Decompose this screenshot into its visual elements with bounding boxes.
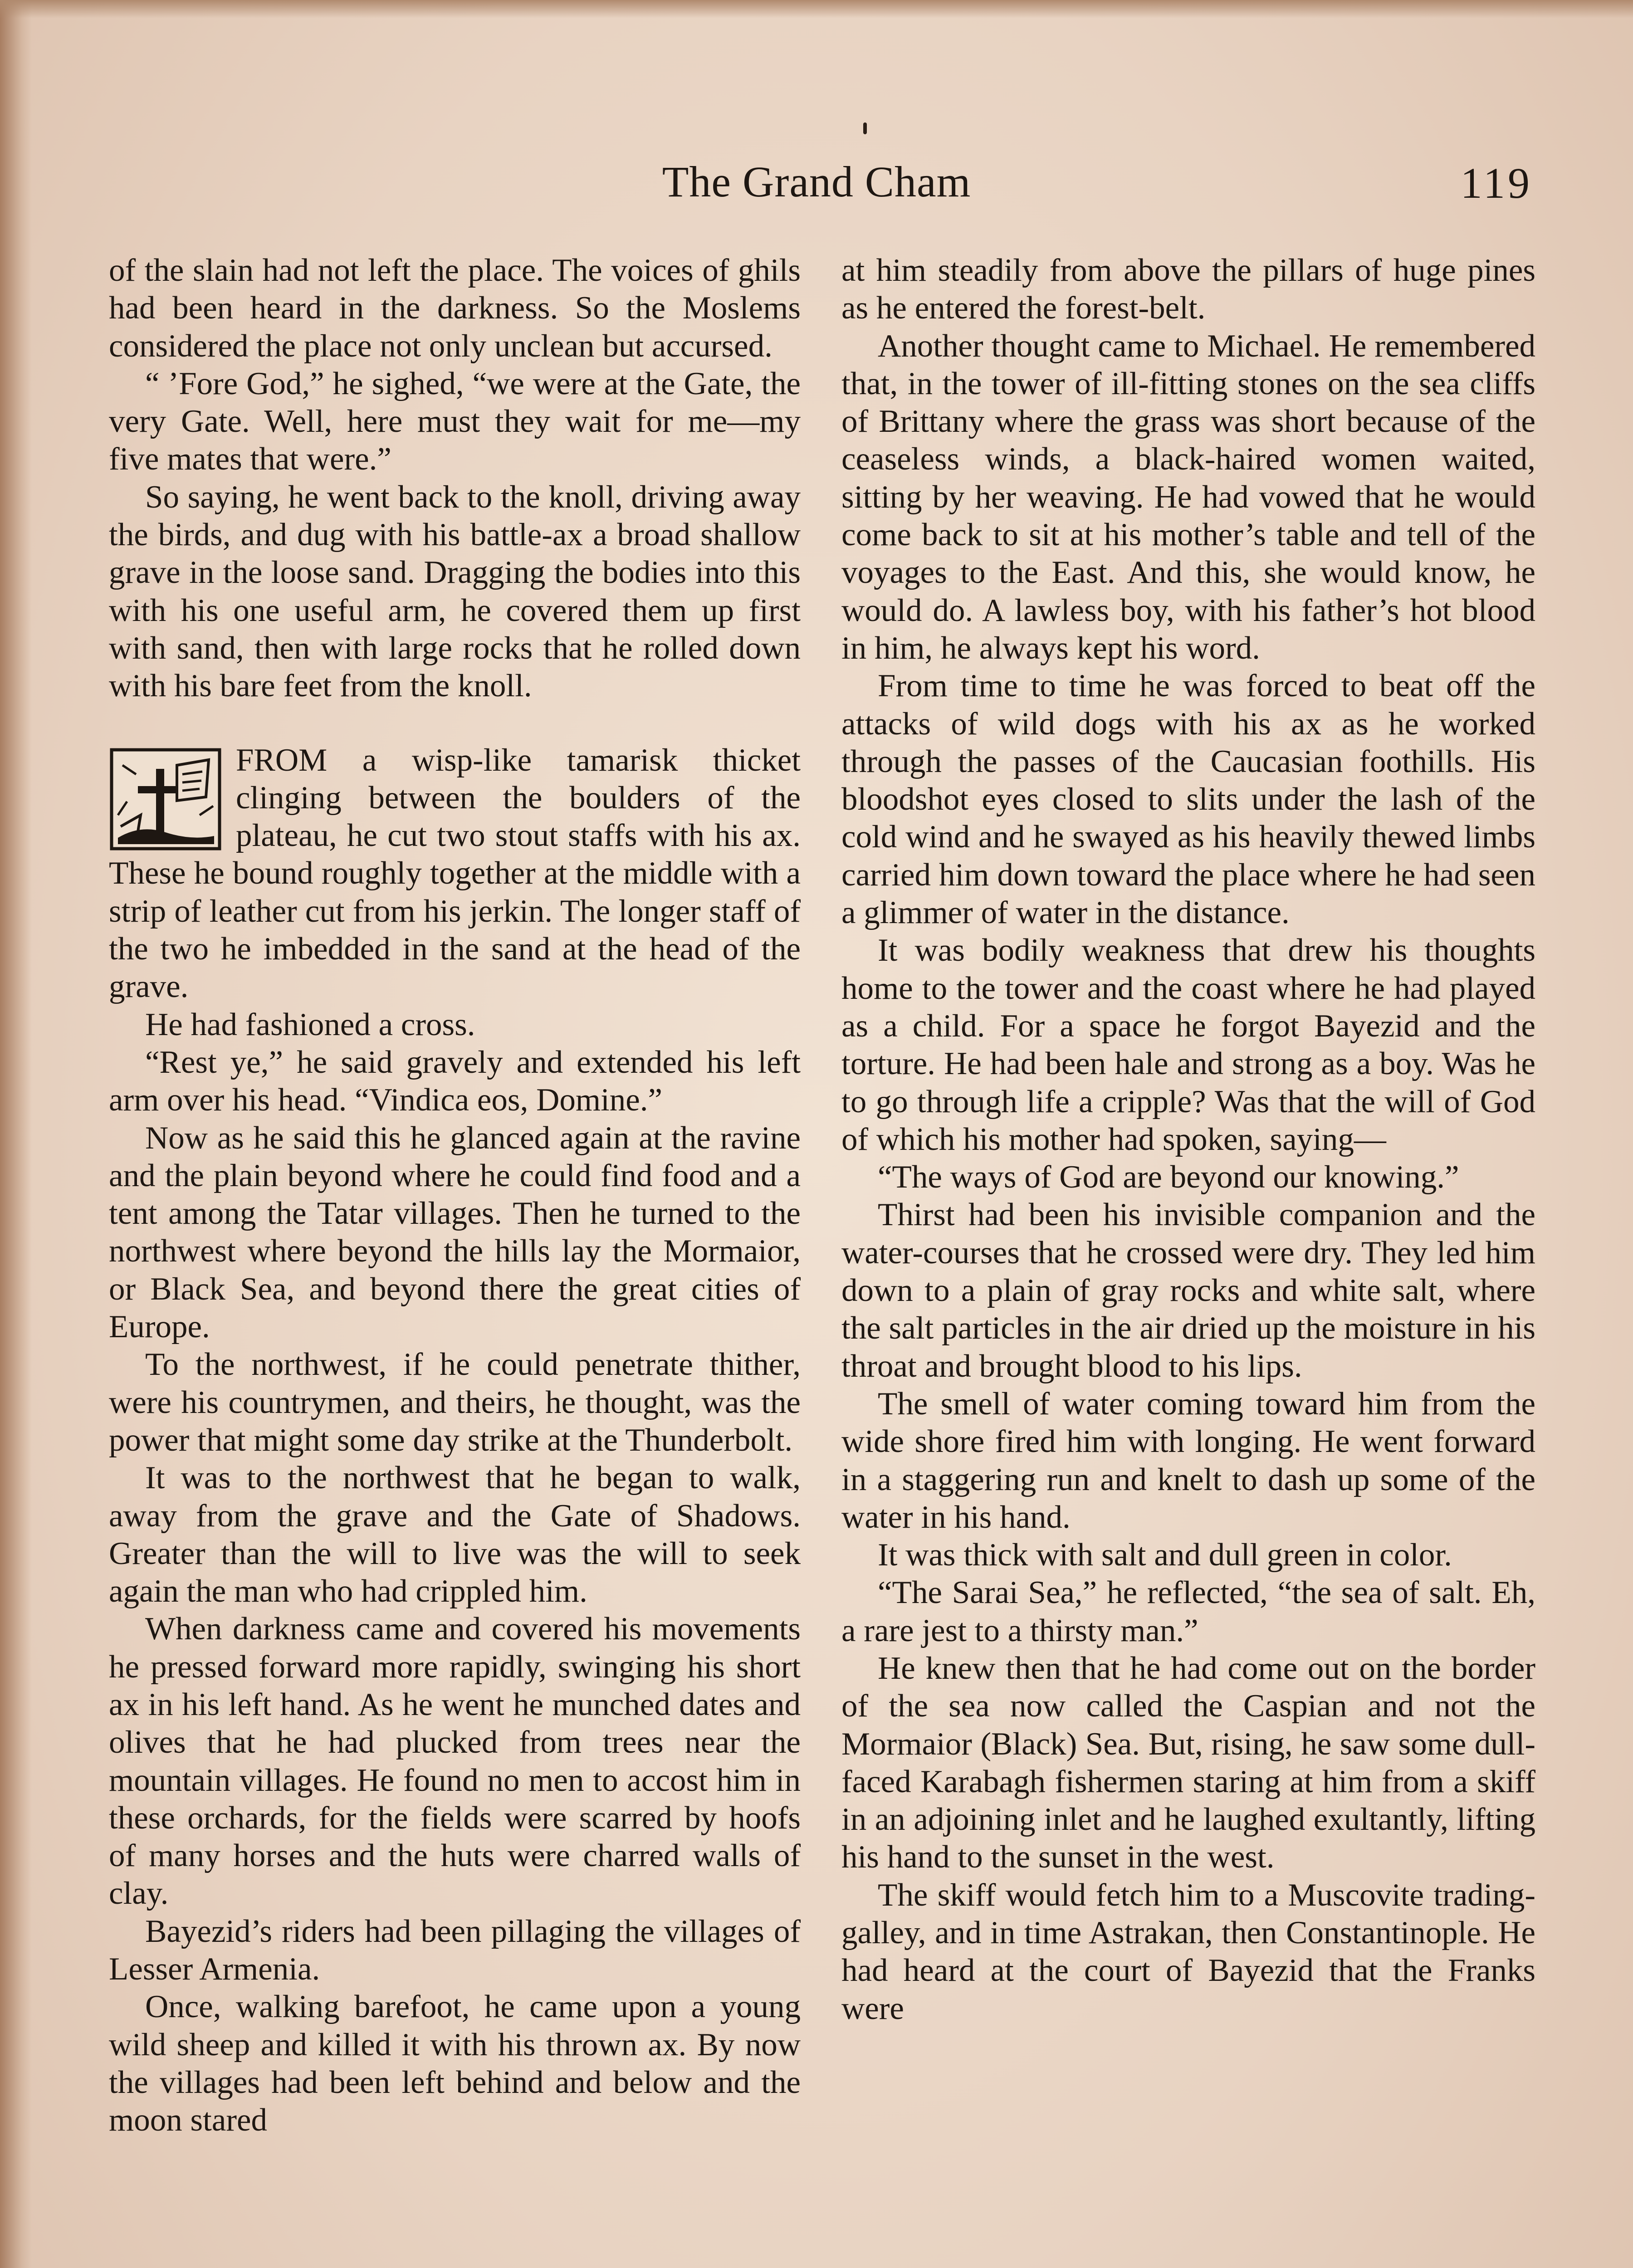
paragraph: “ ’Fore God,” he sighed, “we were at the Gate, the very Gate. Well, here must they wait for me—my five mates that were.”	[109, 366, 801, 477]
paragraph: When darkness came and covered his movements he pressed forward more rapidly, swinging his short ax in his left hand. As he went he munched dates and olives that he had plucked from trees near the mountain villages. He found no men to accost him in these orchards, for the fields were scarred by hoofs of many horses and the huts were charred walls of clay.	[109, 1611, 801, 1911]
paragraph: The skiff would fetch him to a Muscovite trading-galley, and in time Astrakan, then Constantinople. He had heard at the court of Bayezid that the Franks were	[841, 1877, 1535, 2026]
ink-speck	[863, 122, 867, 134]
right-column	[841, 252, 1535, 2028]
paragraph: He had fashioned a cross.	[145, 1007, 475, 1042]
page-edge-shadow	[0, 0, 32, 2268]
paragraph: So saying, he went back to the knoll, driving away the birds, and dug with his battle-ax a broad shallow grave in the loose sand. Dragging the bodies into this with his one useful arm, he covered them up first with sand, then with large rocks that he rolled down with his bare feet from the knoll.	[109, 479, 801, 704]
paragraph: To the northwest, if he could penetrate thither, were his countrymen, and theirs, he thought, was the power that might some day strike at the Thunderbolt.	[109, 1347, 801, 1458]
paragraph: It was thick with salt and dull green in color.	[878, 1537, 1452, 1573]
left-column	[109, 252, 801, 2140]
paragraph: Another thought came to Michael. He remembered that, in the tower of ill-fitting stones on the sea cliffs of Brittany where the grass was short because of the ceaseless winds, a black-haired women waited, sitting by her weaving. He had vowed that he would come back to sit at his mother’s table and tell of the voyages to the East. And this, she would know, he would do. A lawless boy, with his father’s hot blood in him, he always kept his word.	[841, 328, 1535, 666]
paragraph: “Rest ye,” he said gravely and extended his left arm over his head. “Vindica eos, Domine.”	[109, 1044, 801, 1118]
paragraph: It was to the northwest that he began to walk, away from the grave and the Gate of Shadows. Greater than the will to live was the will to seek again the man who had crippled him.	[109, 1460, 801, 1609]
paragraph: He knew then that he had come out on the border of the sea now called the Caspian and not the Mormaior (Black) Sea. But, rising, he saw some dull-faced Karabagh fishermen staring at him from a skiff in an adjoining inlet and he laughed exultantly, lifting his hand to the sunset in the west.	[841, 1650, 1535, 1875]
section-opening	[109, 742, 801, 1006]
paragraph: The smell of water coming toward him from the wide shore fired him with longing. He went forward in a staggering run and knelt to dash up some of the water in his hand.	[841, 1386, 1535, 1535]
page-number: 119	[1460, 159, 1532, 207]
paragraph: “The Sarai Sea,” he reflected, “the sea of salt. Eh, a rare jest to a thirsty man.”	[841, 1575, 1535, 1648]
page-top-shadow	[0, 0, 1633, 18]
cross-grave-icon	[109, 747, 222, 851]
paragraph: Now as he said this he glanced again at the ravine and the plain beyond where he could find food and a tent among the Tatar villages. Then he turned to the northwest where beyond the hills lay the Mormaior, or Black Sea, and beyond there the great cities of Europe.	[109, 1120, 801, 1345]
paragraph: Thirst had been his invisible companion and the water-courses that he crossed were dry. They led him down to a plain of gray rocks and white salt, where the salt particles in the air dried up the moisture in his throat and brought blood to his lips.	[841, 1197, 1535, 1384]
paragraph: Once, walking barefoot, he came upon a young wild sheep and killed it with his thrown ax. By now the villages had been left behind and below and the moon stared	[109, 1989, 801, 2138]
paragraph: FROM a wisp-like tamarisk thicket clinging between the boulders of the plateau, he cut two stout staffs with his ax. These he bound roughly together at the middle with a strip of leather cut from his jerkin. The longer staff of the two he imbedded in the sand at the head of the grave.	[109, 742, 801, 1005]
paragraph: It was bodily weakness that drew his thoughts home to the tower and the coast where he had played as a child. For a space he forgot Bayezid and the torture. He had been hale and strong as a boy. Was he to go through life a cripple? Was that the will of God of which his mother had spoken, saying—	[841, 933, 1535, 1157]
paragraph: Bayezid’s riders had been pillaging the villages of Lesser Armenia.	[109, 1913, 801, 1987]
paragraph: From time to time he was forced to beat off the attacks of wild dogs with his ax as he worked through the passes of the Caucasian foothills. His bloodshot eyes closed to slits under the lash of the cold wind and he swayed as his heavily thewed limbs carried him down toward the place where he had seen a glimmer of water in the distance.	[841, 668, 1535, 931]
paragraph: “The ways of God are beyond our knowing.”	[878, 1159, 1459, 1195]
running-title: The Grand Cham	[662, 157, 971, 206]
paragraph: of the slain had not left the place. The voices of ghils had been heard in the darkness. So the Moslems considered the place not only unclean but accursed.	[109, 253, 801, 364]
paragraph: at him steadily from above the pillars of huge pines as he entered the forest-belt.	[841, 253, 1535, 326]
